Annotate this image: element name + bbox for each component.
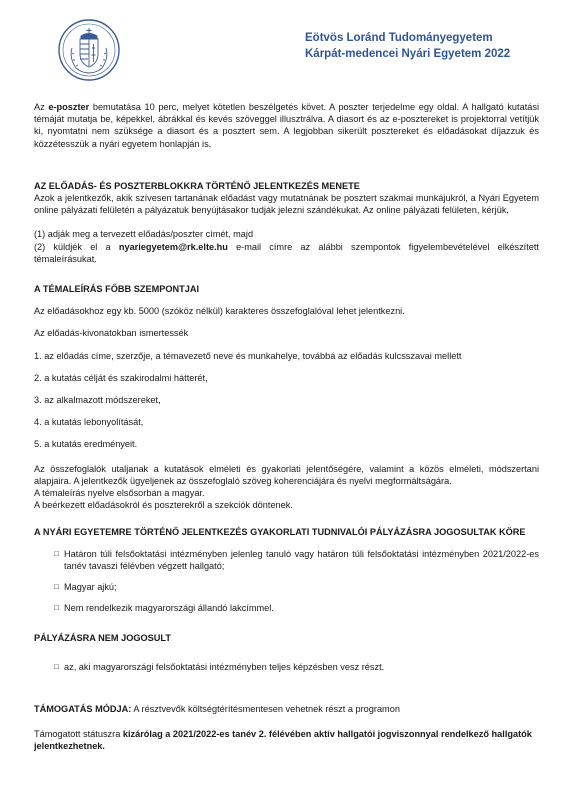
criteria-item: 5. a kutatás eredményeit. (34, 439, 138, 450)
eligibility-highlight: kizárólag a 2021/2022-es tanév 2. félévében aktív hallgatói jogviszonnyal rendelkező hallgatók jelentkezhetnek. (34, 729, 532, 752)
final-paragraph: Támogatott státuszra kizárólag a 2021/2022-es tanév 2. félévében aktív hallgatói jogviszonnyal rendelkező hallgatók jelentkezhetnek. (34, 729, 532, 752)
criteria-item: 4. a kutatás lebonyolítását, (34, 417, 144, 428)
university-name: Eötvös Loránd Tudományegyetem (305, 32, 493, 44)
checkbox-bullet-icon: □ (54, 582, 59, 592)
list-item: □ az, aki magyarországi felsőoktatási intézményben teljes képzésben vesz részt. (34, 661, 539, 673)
intro-paragraph: Az e-poszter bemutatása 10 perc, melyet kötetlen beszélgetés követ. A poszter terjedelme egy oldal. A hallgató kutatási témáját mutatja be, képekkel, ábrákkal és kevés szöveggel illusztrálva. A diasort és az e-posztereket is projektorral vetítjük ki, nyomtatni nem szüksége a diasort és a posztert sem. A legjobban sikerült posztereket és előadásokat díjazzuk és közzétesszük a nyári egyetem honlapján is. (34, 102, 539, 149)
event-name: Kárpát-medencei Nyári Egyetem 2022 (305, 48, 511, 60)
contact-email: nyariegyetem@rk.elte.hu (118, 241, 228, 252)
list-item: □ Magyar ajkú; (34, 581, 539, 593)
selection-note: A beérkezett előadásokról és poszterekről a szekciók döntenek. (34, 500, 293, 511)
checkbox-bullet-icon: □ (54, 661, 59, 671)
e-poster-term: e-poszter (48, 102, 90, 112)
application-paragraph: Azok a jelentkezők, akik szívesen tartanának előadást vagy mutatnának be posztert szakmai munkájukról, a Nyári Egyetem online pályázati felületén a pályázatuk benyújtásakor tudják jelezni szándékukat. Az online pályázati felületen, kérjük, (34, 193, 539, 216)
abstract-intro: Az előadás-kivonatokban ismertessék (34, 328, 189, 339)
list-item: □ Határon túli felsőoktatási intézményben jelenleg tanuló vagy határon túli felsőoktatási intézményben 2021/2022-es tanév tavaszi félévben végzett hallgató; (34, 548, 539, 572)
application-step-2: (2) küldjék el a nyariegyetem@rk.elte.hu e-mail címre az alábbi szempontok figyelembevételével elkészített témaleírásukat. (34, 241, 539, 264)
section-heading-topic-description: A TÉMALEÍRÁS FŐBB SZEMPONTJAI (34, 284, 200, 295)
section-heading-not-eligible: PÁLYÁZÁSRA NEM JOGOSULT (34, 633, 171, 644)
support-paragraph: TÁMOGATÁS MÓDJA: A résztvevők költségtérítésmentesen vehetnek részt a programon (34, 703, 400, 714)
criteria-item: 2. a kutatás célját és szakirodalmi hátterét, (34, 372, 208, 383)
criteria-item: 1. az előadás címe, szerzője, a témavezető neve és munkahelye, továbbá az előadás kulcsszavai mellett (34, 350, 462, 361)
document-header (305, 30, 545, 62)
language-note: A témaleírás nyelve elsősorban a magyar. (34, 488, 205, 499)
university-seal-logo (57, 18, 121, 82)
section-heading-application: AZ ELŐADÁS- ÉS POSZTERBLOKKRA TÖRTÉNŐ JELENTKEZÉS MENETE (34, 180, 360, 191)
checkbox-bullet-icon: □ (54, 548, 59, 558)
section-heading-eligibility: A NYÁRI EGYETEMRE TÖRTÉNŐ JELENTKEZÉS GYAKORLATI TUDNIVALÓI PÁLYÁZÁSRA JOGOSULTAK KÖRE (34, 527, 526, 538)
criteria-item: 3. az alkalmazott módszereket, (34, 395, 161, 406)
list-item: □ Nem rendelkezik magyarországi állandó lakcímmel. (34, 602, 539, 614)
support-label: TÁMOGATÁS MÓDJA: (34, 703, 132, 714)
topic-length-paragraph: Az előadásokhoz egy kb. 5000 (szóköz nélkül) karakteres összefoglalóval lehet jelentkezni. (34, 306, 405, 317)
application-step-1: (1) adják meg a tervezett előadás/poszter címét, majd (34, 229, 254, 240)
document-body (34, 101, 539, 753)
summary-guidance: Az összefoglalók utaljanak a kutatások elméleti és gyakorlati jelentőségére, valamint a közös elméleti, módszertani alapjaira. A jelentkezők ügyeljenek az összefoglaló szöveg koherenciájára és nyelvi megformáltságára. (34, 463, 539, 486)
checkbox-bullet-icon: □ (54, 603, 59, 613)
